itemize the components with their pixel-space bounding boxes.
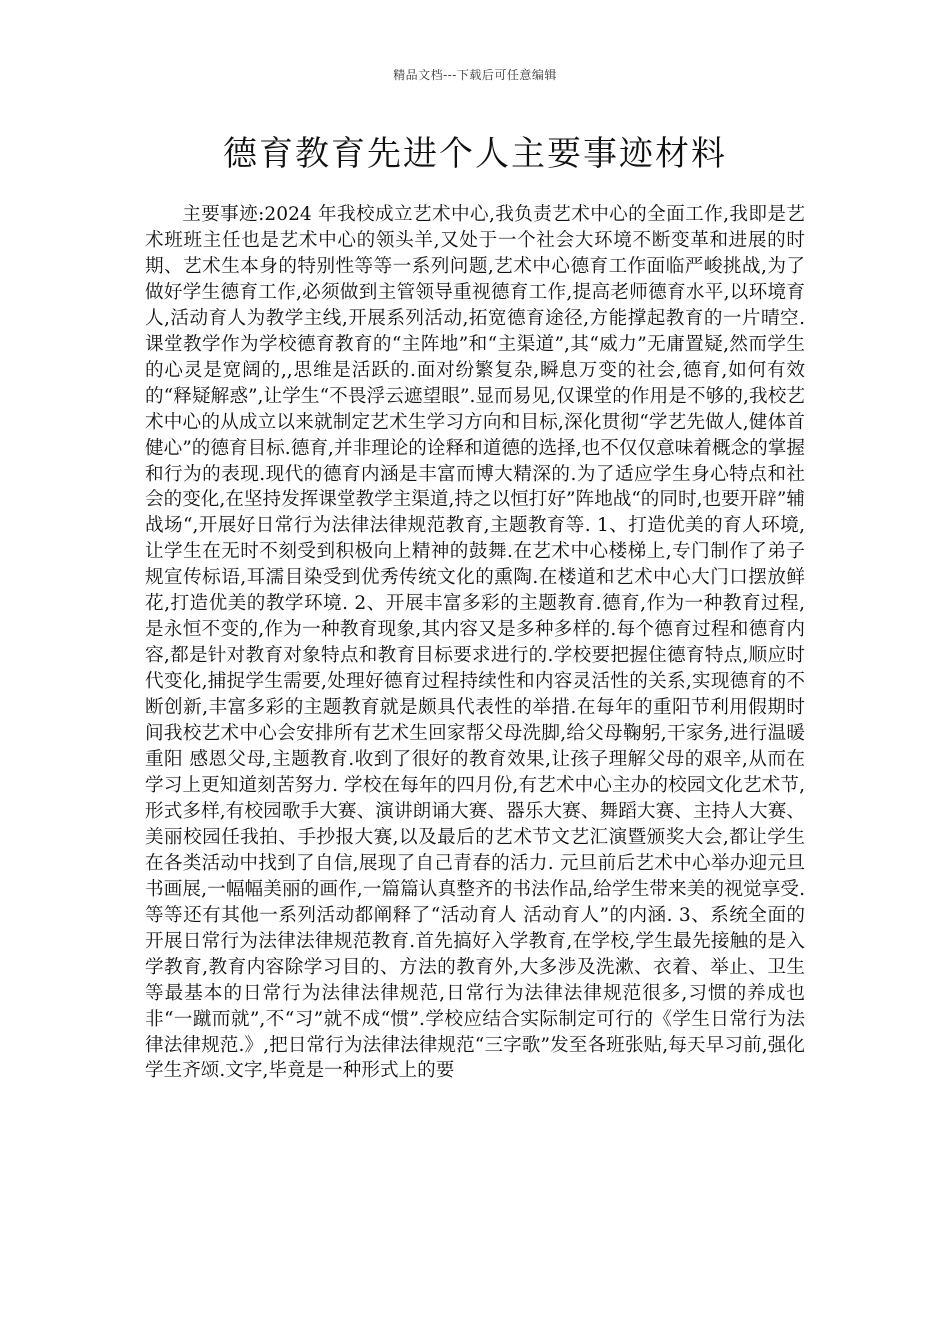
header-note: 精品文档---下载后可任意编辑 — [393, 68, 557, 82]
body-text — [145, 202, 805, 1084]
body-paragraph: 主要事迹:2024 年我校成立艺术中心,我负责艺术中心的全面工作,我即是艺术班班主任也是艺术中心的领头羊,又处于一个社会大环境不断变革和进展的时期、艺术生本身的特别性等等一系列问题,艺术中心德育工作面临严峻挑战,为了做好学生德育工作,必须做到主管领导重视德育工作,提高老师德育水平,以环境育人,活动育人为教学主线,开展系列活动,拓宽德育途径,方能撑起教育的一片晴空. 课堂教学作为学校德育教育的“主阵地”和“主渠道”,其“威力”无庸置疑,然而学生的心灵是宽阔的,,思维是活跃的.面对纷繁复杂,瞬息万变的社会,德育,如何有效的“释疑解惑”,让学生“不畏浮云遮望眼”.显而易见,仅课堂的作用是不够的,我校艺术中心的从成立以来就制定艺术生学习方向和目标,深化贯彻“学艺先做人,健体首健心”的德育目标.德育,并非理论的诠释和道德的选择,也不仅仅意味着概念的掌握和行为的表现.现代的德育内涵是丰富而博大精深的.为了适应学生身心特点和社会的变化,在坚持发挥课堂教学主渠道,持之以恒打好”阵地战“的同时,也要开辟”辅战场“,开展好日常行为法律法律规范教育,主题教育等. 1、打造优美的育人环境,让学生在无时不刻受到积极向上精神的鼓舞.在艺术中心楼梯上,专门制作了弟子规宣传标语,耳濡目染受到优秀传统文化的熏陶.在楼道和艺术中心大门口摆放鲜花,打造优美的教学环境. 2、开展丰富多彩的主题教育.德育,作为一种教育过程,是永恒不变的,作为一种教育现象,其内容又是多种多样的.每个德育过程和德育内容,都是针对教育对象特点和教育目标要求进行的.学校要把握住德育特点,顺应时代变化,捕捉学生需要,处理好德育过程持续性和内容灵活性的关系,实现德育的不断创新,丰富多彩的主题教育就是颇具代表性的举措.在每年的重阳节利用假期时间我校艺术中心会安排所有艺术生回家帮父母洗脚,给父母鞠躬,干家务,进行温暖重阳 感恩父母,主题教育.收到了很好的教育效果,让孩子理解父母的艰辛,从而在学习上更知道刻苦努力. 学校在每年的四月份,有艺术中心主办的校园文化艺术节,形式多样,有校园歌手大赛、演讲朗诵大赛、器乐大赛、舞蹈大赛、主持人大赛、美丽校园任我拍、手抄报大赛,以及最后的艺术节文艺汇演暨颁奖大会,都让学生在各类活动中找到了自信,展现了自己青春的活力. 元旦前后艺术中心举办迎元旦书画展,一幅幅美丽的画作,一篇篇认真整齐的书法作品,给学生带来美的视觉享受.等等还有其他一系列活动都阐释了“活动育人 活动育人”的内涵. 3、系统全面的开展日常行为法律法律规范教育.首先搞好入学教育,在学校,学生最先接触的是入学教育,教育内容除学习目的、方法的教育外,大多涉及洗漱、衣着、举止、卫生等最基本的日常行为法律法律规范,日常行为法律法律规范很多,习惯的养成也非“一蹴而就”,不“习”就不成“惯”.学校应结合实际制定可行的《学生日常行为法律法律规范.》,把日常行为法律法律规范“三字歌”发至各班张贴,每天早习前,强化学生齐颂.文字,毕竟是一种形式上的要 — [145, 204, 805, 1082]
page-title: 德育教育先进个人主要事迹材料 — [223, 134, 727, 174]
